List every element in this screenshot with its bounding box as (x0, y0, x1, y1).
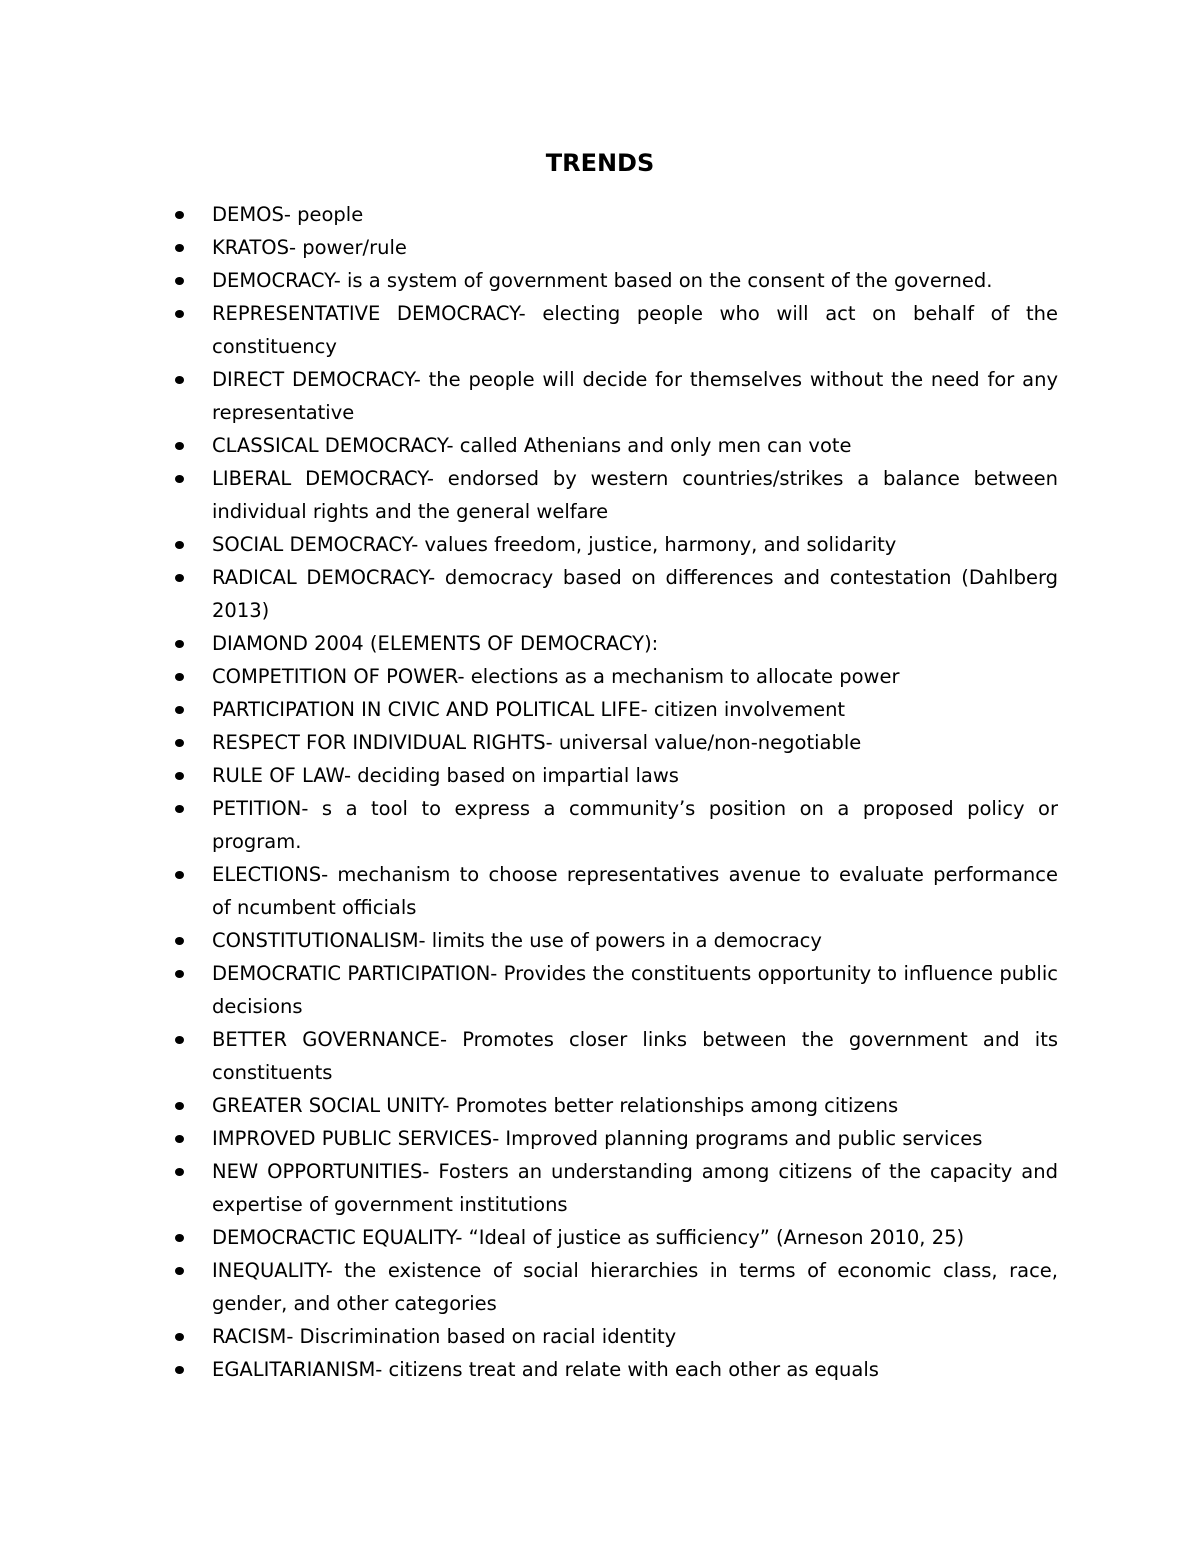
list-item (172, 627, 1058, 660)
list-item-text: ELECTIONS- mechanism to choose representatives avenue to evaluate performance of ncumbent officials (212, 863, 1058, 919)
bullet-icon (175, 277, 184, 285)
list-item (172, 1122, 1058, 1155)
list-item-text: INEQUALITY- the existence of social hierarchies in terms of economic class, race, gender, and other categories (212, 1259, 1058, 1315)
list-item (172, 693, 1058, 726)
list-item (172, 1254, 1058, 1320)
bullet-icon (175, 640, 184, 648)
bullet-icon (175, 937, 184, 945)
list-item-text: SOCIAL DEMOCRACY- values freedom, justice, harmony, and solidarity (212, 533, 897, 556)
list-item (172, 858, 1058, 924)
bullet-icon (175, 739, 184, 747)
list-item-text: CLASSICAL DEMOCRACY- called Athenians and only men can vote (212, 434, 852, 457)
bullet-icon (175, 1366, 184, 1374)
list-item (172, 429, 1058, 462)
list-item-text: DIRECT DEMOCRACY- the people will decide for themselves without the need for any representative (212, 368, 1058, 424)
list-item (172, 561, 1058, 627)
list-item-text: PETITION- s a tool to express a community’s position on a proposed policy or program. (212, 797, 1058, 853)
list-item (172, 363, 1058, 429)
list-item (172, 1023, 1058, 1089)
list-item (172, 660, 1058, 693)
bullet-icon (175, 310, 184, 318)
bullet-icon (175, 475, 184, 483)
bullet-icon (175, 1036, 184, 1044)
list-item (172, 1089, 1058, 1122)
bullet-icon (175, 1267, 184, 1275)
bullet-icon (175, 244, 184, 252)
bullet-icon (175, 1333, 184, 1341)
bullet-icon (175, 970, 184, 978)
bullet-icon (175, 376, 184, 384)
list-item (172, 297, 1058, 363)
bullet-icon (175, 871, 184, 879)
bullet-icon (175, 1102, 184, 1110)
list-item (172, 198, 1058, 231)
list-item-text: DEMOCRACY- is a system of government based on the consent of the governed. (212, 269, 993, 292)
list-item (172, 528, 1058, 561)
bullet-icon (175, 805, 184, 813)
list-item-text: RESPECT FOR INDIVIDUAL RIGHTS- universal value/non-negotiable (212, 731, 862, 754)
bullet-icon (175, 1168, 184, 1176)
list-item (172, 792, 1058, 858)
list-item (172, 1353, 1058, 1386)
list-item (172, 264, 1058, 297)
bullet-icon (175, 1135, 184, 1143)
list-item (172, 231, 1058, 264)
list-item-text: GREATER SOCIAL UNITY- Promotes better relationships among citizens (212, 1094, 899, 1117)
list-item-text: DEMOCRATIC PARTICIPATION- Provides the constituents opportunity to influence public decisions (212, 962, 1058, 1018)
list-item (172, 1221, 1058, 1254)
list-item-text: REPRESENTATIVE DEMOCRACY- electing people who will act on behalf of the constituency (212, 302, 1058, 358)
list-item (172, 924, 1058, 957)
list-item-text: RADICAL DEMOCRACY- democracy based on differences and contestation (Dahlberg 2013) (212, 566, 1058, 622)
page-title: TRENDS (545, 149, 655, 177)
list-item (172, 462, 1058, 528)
list-item-text: NEW OPPORTUNITIES- Fosters an understanding among citizens of the capacity and expertise of government institutions (212, 1160, 1058, 1216)
bullet-icon (175, 1234, 184, 1242)
bullet-icon (175, 673, 184, 681)
list-item-text: LIBERAL DEMOCRACY- endorsed by western countries/strikes a balance between individual rights and the general welfare (212, 467, 1058, 523)
list-item (172, 759, 1058, 792)
bullet-icon (175, 772, 184, 780)
list-item (172, 1320, 1058, 1353)
list-item (172, 726, 1058, 759)
bullet-icon (175, 541, 184, 549)
list-item-text: RULE OF LAW- deciding based on impartial laws (212, 764, 679, 787)
bullet-icon (175, 706, 184, 714)
list-item (172, 1155, 1058, 1221)
list-item-text: CONSTITUTIONALISM- limits the use of powers in a democracy (212, 929, 822, 952)
list-item-text: DEMOS- people (212, 203, 364, 226)
list-item-text: COMPETITION OF POWER- elections as a mechanism to allocate power (212, 665, 900, 688)
list-item-text: DEMOCRACTIC EQUALITY- “Ideal of justice as sufficiency” (Arneson 2010, 25) (212, 1226, 965, 1249)
list-item-text: PARTICIPATION IN CIVIC AND POLITICAL LIFE- citizen involvement (212, 698, 846, 721)
list-item-text: DIAMOND 2004 (ELEMENTS OF DEMOCRACY): (212, 632, 659, 655)
list-item-text: KRATOS- power/rule (212, 236, 407, 259)
list-item-text: RACISM- Discrimination based on racial identity (212, 1325, 677, 1348)
list-item-text: BETTER GOVERNANCE- Promotes closer links between the government and its constituents (212, 1028, 1058, 1084)
list-item-text: EGALITARIANISM- citizens treat and relate with each other as equals (212, 1358, 879, 1381)
bullet-list (172, 198, 1058, 1386)
bullet-icon (175, 574, 184, 582)
bullet-icon (175, 211, 184, 219)
list-item-text: IMPROVED PUBLIC SERVICES- Improved planning programs and public services (212, 1127, 983, 1150)
list-item (172, 957, 1058, 1023)
bullet-icon (175, 442, 184, 450)
